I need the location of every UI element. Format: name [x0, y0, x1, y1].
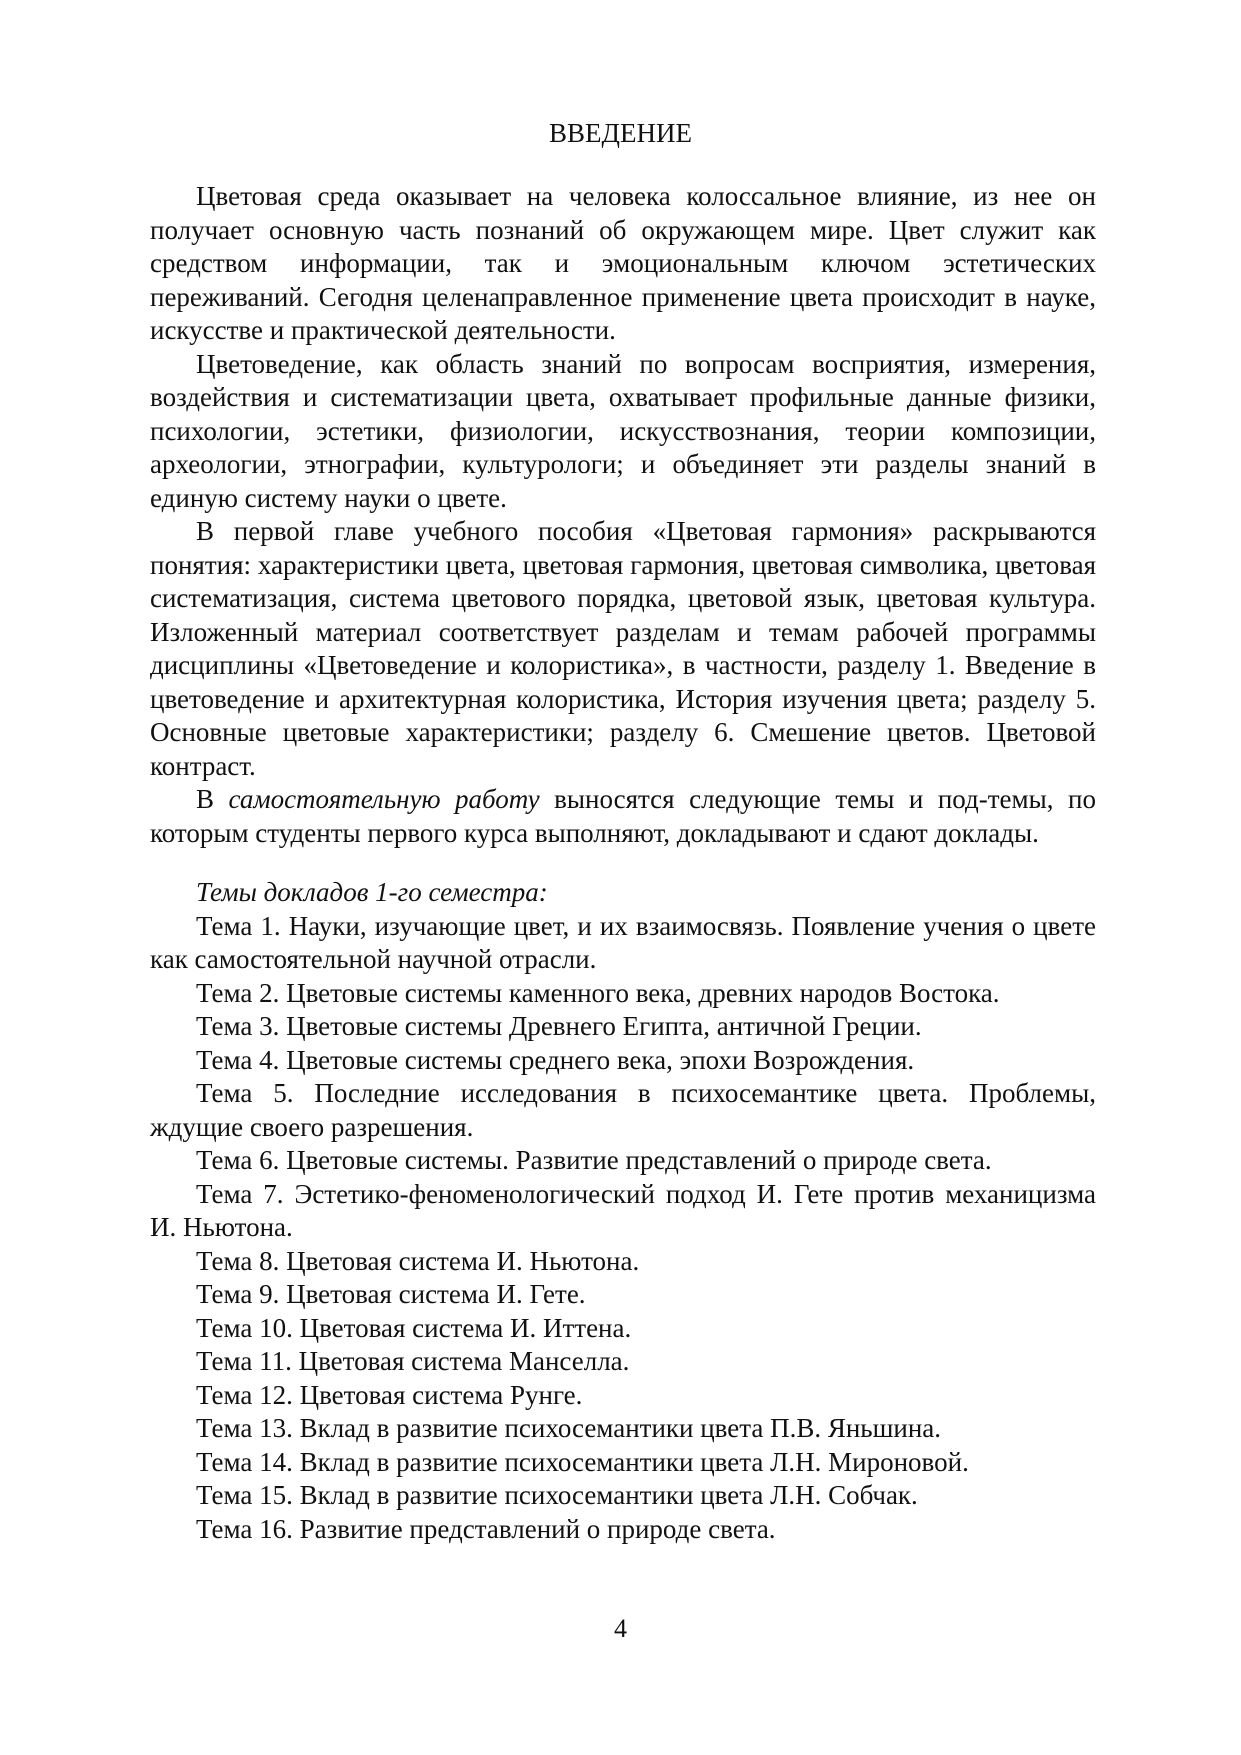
topic-item-5: Тема 5. Последние исследования в психосемантике цвета. Проблемы, ждущие своего разрешения.	[150, 1078, 1096, 1142]
topic-item-16: Тема 16. Развитие представлений о природе света.	[196, 1513, 776, 1544]
topic-item-1: Тема 1. Науки, изучающие цвет, и их взаимосвязь. Появление учения о цвете как самостоятельной научной отрасли.	[150, 910, 1096, 974]
topic-item-14: Тема 14. Вклад в развитие психосемантики цвета Л.Н. Мироновой.	[196, 1446, 969, 1477]
document-body	[150, 180, 1096, 1546]
topic-item-10: Тема 10. Цветовая система И. Иттена.	[196, 1312, 632, 1343]
topic-item-12: Тема 12. Цветовая система Рунге.	[196, 1379, 583, 1410]
topic-item-4: Тема 4. Цветовые системы среднего века, эпохи Возрождения.	[196, 1044, 915, 1075]
self-study-emphasis: самостоятельную работу	[228, 784, 540, 814]
topic-item-9: Тема 9. Цветовая система И. Гете.	[196, 1279, 586, 1309]
topic-item-8: Тема 8. Цветовая система И. Ньютона.	[196, 1245, 640, 1276]
intro-paragraph-1: Цветовая среда оказывает на человека колоссальное влияние, из нее он получает основную часть познаний об окружающем мире. Цвет служит как средством информации, так и эмоциональным ключом эстетических переживаний. Сегодня целенаправленное применение цвета происходит в науке, искусстве и практической деятельности.	[150, 181, 1096, 345]
self-study-prefix: В	[196, 784, 229, 814]
page-number: 4	[614, 1614, 627, 1643]
intro-paragraph-2: Цветоведение, как область знаний по вопросам восприятия, измерения, воздействия и систематизации цвета, охватывает профильные данные физики, психологии, эстетики, физиологии, искусствознания, теории композиции, археологии, этнографии, культурологи; и объединяет эти разделы знаний в единую систему науки о цвете.	[150, 348, 1096, 513]
self-study-suffix: выносятся следующие темы и под-темы, по которым студенты первого курса выполняют, докладывают и сдают доклады.	[150, 784, 1096, 848]
intro-paragraph-3: В первой главе учебного пособия «Цветовая гармония» раскрываются понятия: характеристики цвета, цветовая гармония, цветовая символика, цветовая систематизация, система цветового порядка, цветовой язык, цветовая культура. Изложенный материал соответствует разделам и темам рабочей программы дисциплины «Цветоведение и колористика», в частности, разделу 1. Введение в цветоведение и архитектурная колористика, История изучения цвета; разделу 5. Основные цветовые характеристики; разделу 6. Смешение цветов. Цветовой контраст.	[150, 516, 1096, 781]
topic-item-15: Тема 15. Вклад в развитие психосемантики цвета Л.Н. Собчак.	[196, 1480, 918, 1510]
self-study-paragraph	[150, 783, 1096, 850]
page-title: ВВЕДЕНИЕ	[549, 118, 692, 148]
topic-item-7: Тема 7. Эстетико-феноменологический подход И. Гете против механицизма И. Ньютона.	[150, 1178, 1096, 1242]
topic-item-3: Тема 3. Цветовые системы Древнего Египта, античной Греции.	[196, 1011, 922, 1041]
topic-item-13: Тема 13. Вклад в развитие психосемантики цвета П.В. Яньшина.	[196, 1413, 942, 1443]
topic-item-11: Тема 11. Цветовая система Манселла.	[196, 1346, 630, 1376]
topics-title: Темы докладов 1-го семестра:	[196, 877, 548, 907]
topic-item-2: Тема 2. Цветовые системы каменного века, древних народов Востока.	[196, 977, 1000, 1008]
topic-item-6: Тема 6. Цветовые системы. Развитие представлений о природе света.	[196, 1145, 992, 1175]
